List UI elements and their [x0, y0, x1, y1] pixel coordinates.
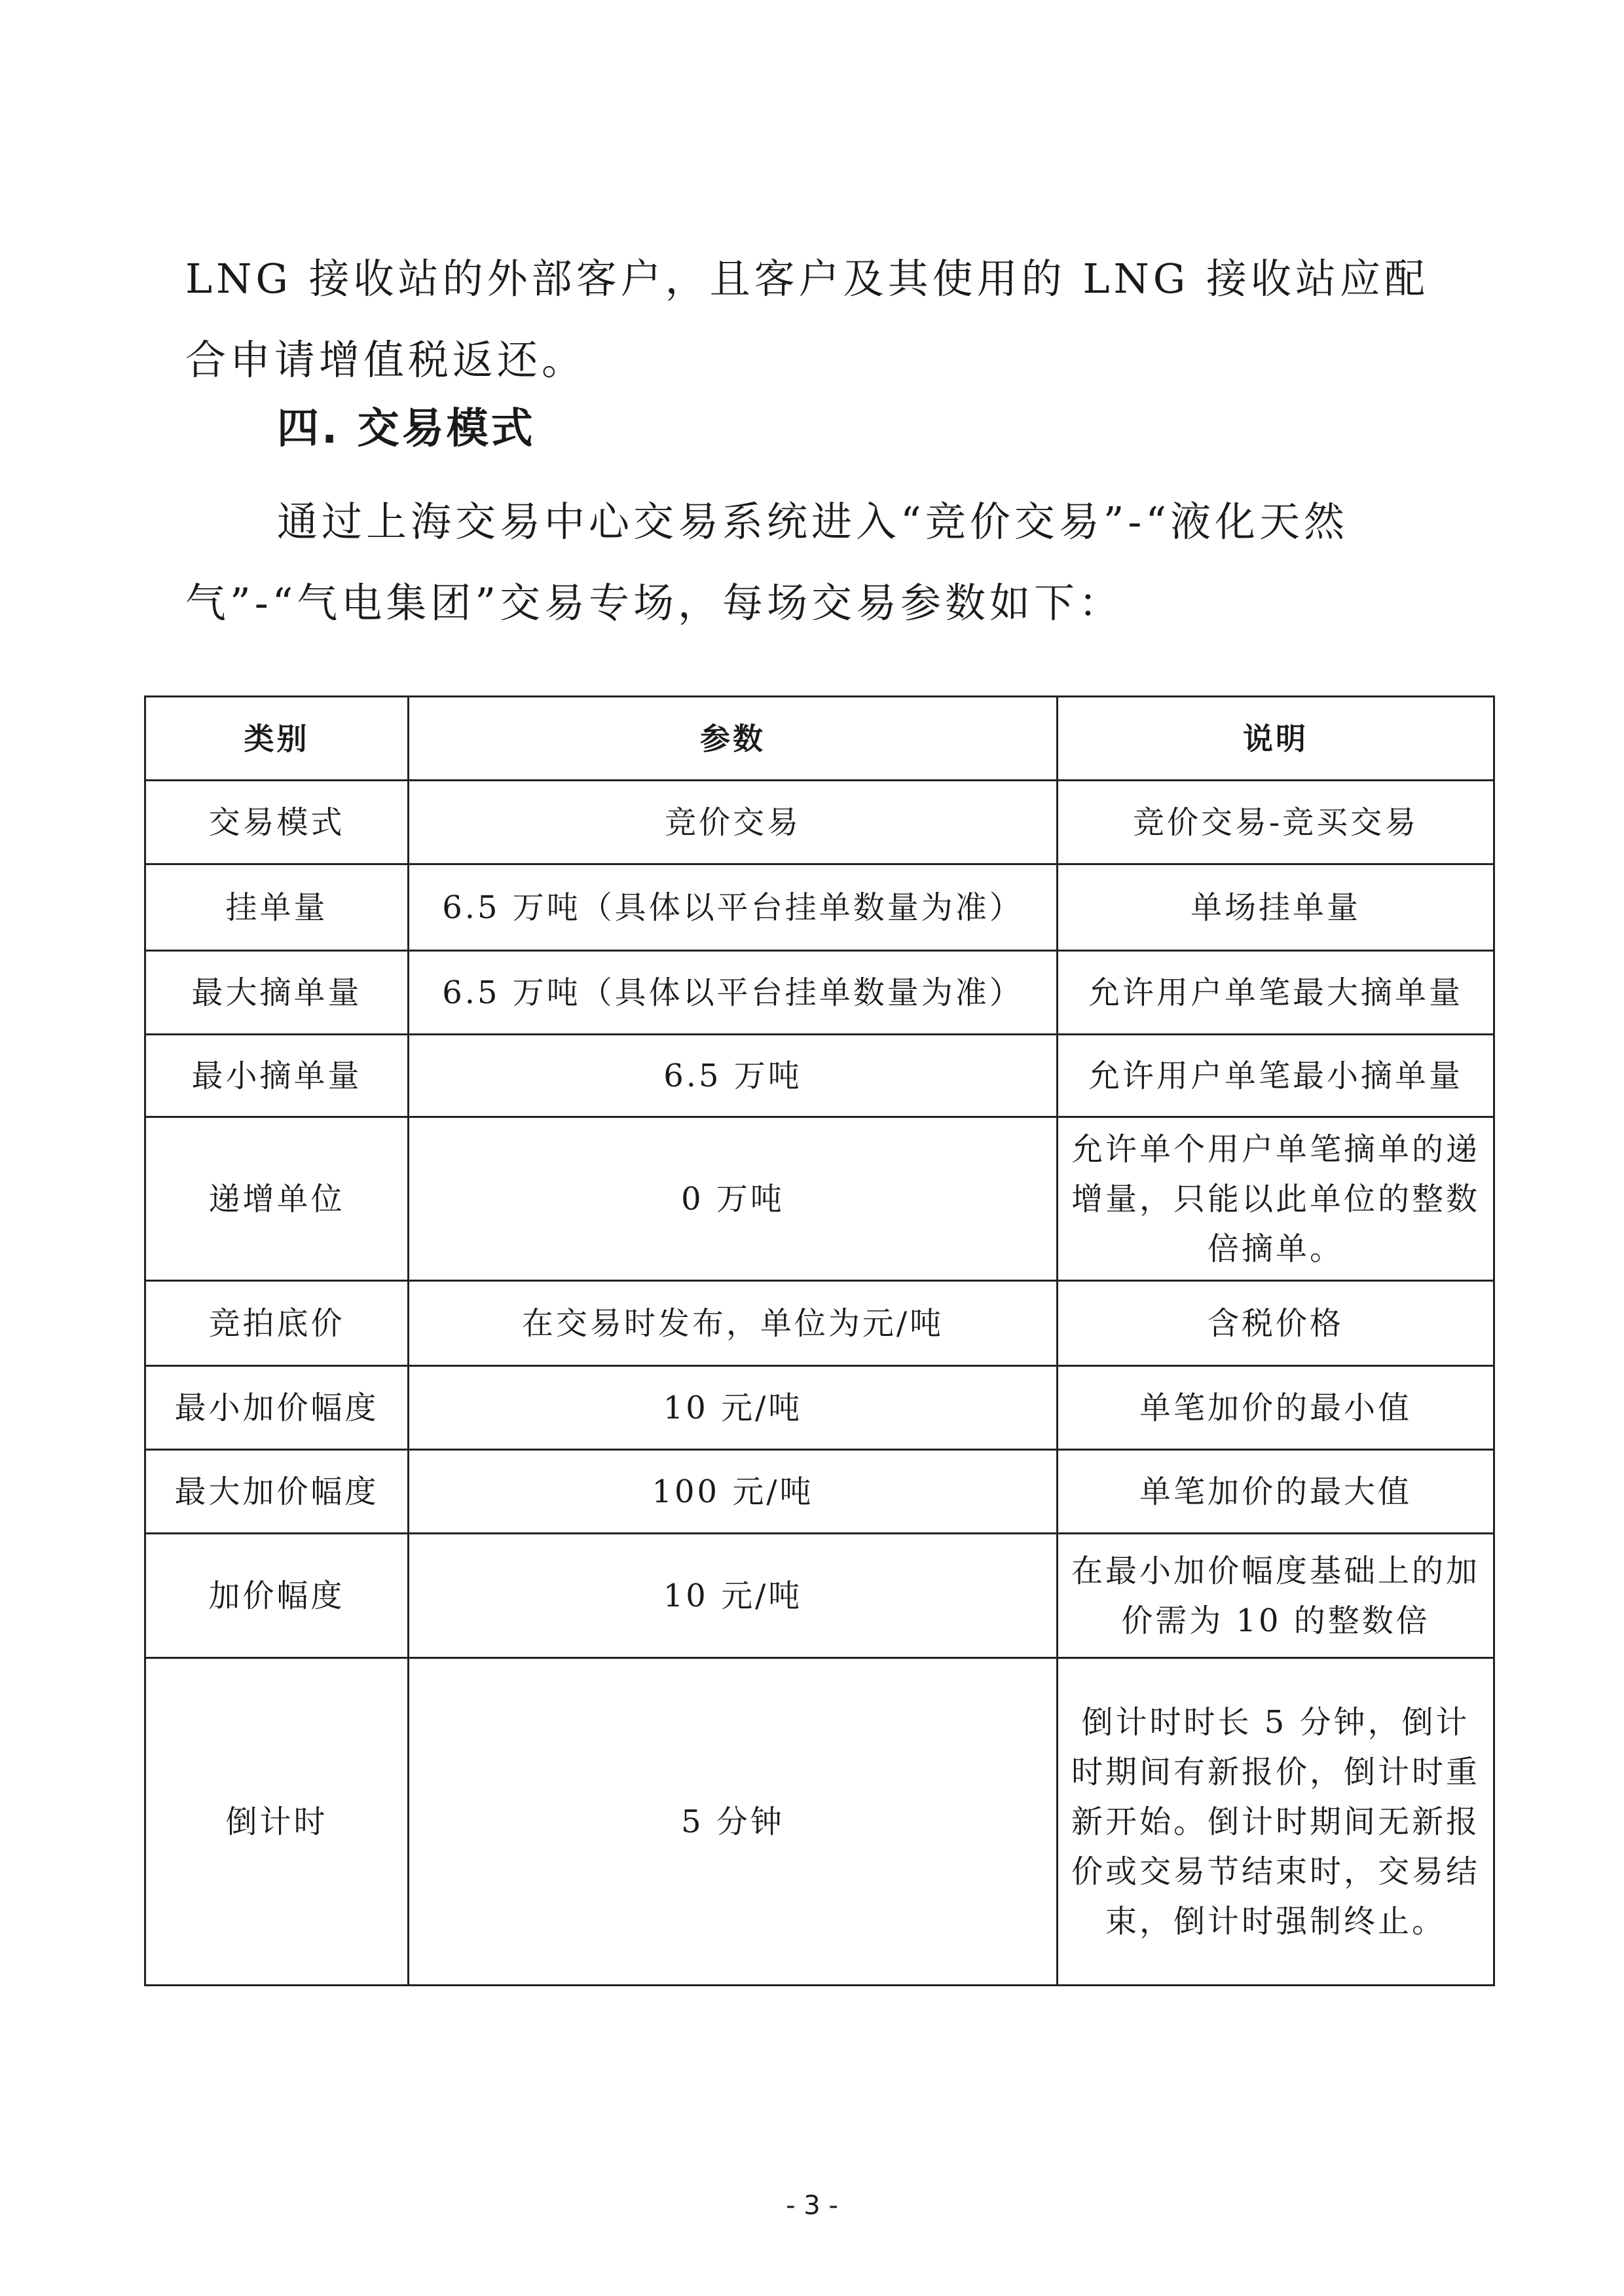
cell-description: 单场挂单量 [1058, 864, 1494, 951]
cell-parameter: 6.5 万吨 [409, 1035, 1058, 1117]
table-row [145, 1281, 1494, 1366]
header-category: 类别 [145, 697, 409, 781]
cell-description: 单笔加价的最小值 [1058, 1366, 1494, 1450]
cell-category: 挂单量 [145, 864, 409, 951]
cell-category: 交易模式 [145, 781, 409, 864]
cell-parameter: 6.5 万吨（具体以平台挂单数量为准） [409, 864, 1058, 951]
cell-parameter: 5 分钟 [409, 1658, 1058, 1986]
page-number: - 3 - [786, 2191, 838, 2221]
cell-category: 最大加价幅度 [145, 1450, 409, 1534]
cell-parameter: 10 元/吨 [409, 1534, 1058, 1658]
cell-category: 最大摘单量 [145, 951, 409, 1035]
paragraph-trading-entry: 通过上海交易中心交易系统进入“竞价交易”-“液化天然气”-“气电集团”交易专场，每场交易参数如下： [185, 498, 1349, 627]
cell-description: 允许用户单笔最大摘单量 [1058, 951, 1494, 1035]
cell-parameter: 在交易时发布，单位为元/吨 [409, 1281, 1058, 1366]
cell-description: 在最小加价幅度基础上的加价需为 10 的整数倍 [1058, 1534, 1494, 1658]
table-row [145, 1366, 1494, 1450]
table-row [145, 1035, 1494, 1117]
cell-category: 加价幅度 [145, 1534, 409, 1658]
cell-category: 倒计时 [145, 1658, 409, 1986]
cell-description: 含税价格 [1058, 1281, 1494, 1366]
table-row [145, 1117, 1494, 1281]
table-row [145, 1450, 1494, 1534]
cell-description: 允许单个用户单笔摘单的递增量，只能以此单位的整数倍摘单。 [1058, 1117, 1494, 1281]
cell-description: 单笔加价的最大值 [1058, 1450, 1494, 1534]
cell-description: 倒计时时长 5 分钟，倒计时期间有新报价，倒计时重新开始。倒计时期间无新报价或交易节结束时，交易结束，倒计时强制终止。 [1058, 1658, 1494, 1986]
trading-parameters-table [144, 695, 1495, 1986]
cell-parameter: 100 元/吨 [409, 1450, 1058, 1534]
section-heading: 四. 交易模式 [277, 405, 536, 453]
paragraph-continuation: LNG 接收站的外部客户，且客户及其使用的 LNG 接收站应配合申请增值税返还。 [185, 255, 1430, 384]
table-row [145, 1534, 1494, 1658]
cell-parameter: 10 元/吨 [409, 1366, 1058, 1450]
cell-category: 最小摘单量 [145, 1035, 409, 1117]
table-row [145, 951, 1494, 1035]
cell-category: 最小加价幅度 [145, 1366, 409, 1450]
cell-parameter: 竞价交易 [409, 781, 1058, 864]
cell-parameter: 0 万吨 [409, 1117, 1058, 1281]
cell-category: 竞拍底价 [145, 1281, 409, 1366]
table-row [145, 1658, 1494, 1986]
cell-parameter: 6.5 万吨（具体以平台挂单数量为准） [409, 951, 1058, 1035]
header-description: 说明 [1058, 697, 1494, 781]
cell-description: 允许用户单笔最小摘单量 [1058, 1035, 1494, 1117]
table-header-row [145, 697, 1494, 781]
table-row [145, 864, 1494, 951]
cell-description: 竞价交易-竞买交易 [1058, 781, 1494, 864]
header-parameter: 参数 [409, 697, 1058, 781]
cell-category: 递增单位 [145, 1117, 409, 1281]
table-row [145, 781, 1494, 864]
